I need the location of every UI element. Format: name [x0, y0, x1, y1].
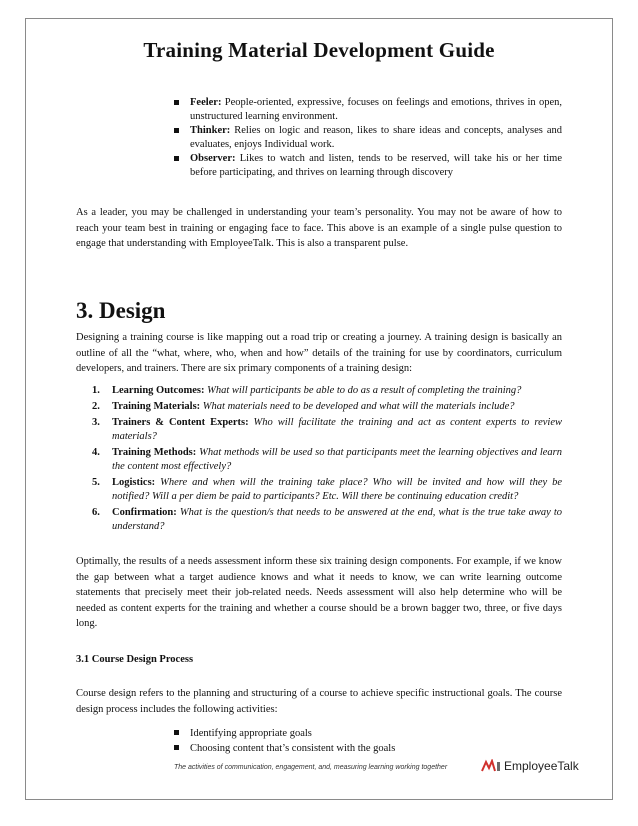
activity-text: Choosing content that’s consistent with the goals: [190, 743, 396, 754]
item-number: 5.: [92, 477, 100, 488]
bullet-label: Observer:: [190, 153, 236, 164]
item-label: Training Methods:: [112, 447, 197, 458]
list-item: [92, 384, 562, 398]
logo-text: EmployeeTalk: [504, 759, 579, 773]
list-item: [92, 476, 562, 504]
design-intro-paragraph: Designing a training course is like mapping out a road trip or creating a journey. A training design is basically an outline of all the “what, where, who, when and how” details of the training for use by coordinators, curriculum developers, and trainers. There are six primary components of a training design:: [76, 332, 562, 374]
list-item: [92, 506, 562, 534]
item-number: 3.: [92, 417, 100, 428]
item-label: Logistics:: [112, 477, 156, 488]
item-number: 4.: [92, 447, 100, 458]
item-label: Training Materials:: [112, 401, 201, 412]
item-number: 2.: [92, 401, 100, 412]
square-bullet-icon: [174, 128, 179, 133]
item-text: Who will facilitate the training and act as content experts to review materials?: [112, 417, 562, 442]
activity-text: Identifying appropriate goals: [190, 728, 312, 739]
list-item: [92, 446, 562, 474]
list-item: [174, 96, 562, 124]
personality-types-list: [174, 96, 562, 180]
leader-paragraph: As a leader, you may be challenged in understanding your team’s personality. You may not be aware of how to reach your team best in training or engaging face to face. This above is an example of a single pulse question to engage that understanding with EmployeeTalk. This is also a transparent pulse.: [76, 207, 562, 249]
bullet-label: Feeler:: [190, 97, 222, 108]
employeetalk-logo: [481, 759, 579, 773]
item-text: What is the question/s that needs to be answered at the end, what is the true take away to understand?: [112, 507, 562, 532]
document-title: Training Material Development Guide: [143, 38, 495, 62]
bullet-text: Likes to watch and listen, tends to be reserved, will take his or her time before participating, and thrives on learning through discovery: [190, 153, 562, 178]
footer-tagline: The activities of communication, engagement, and, measuring learning working together: [174, 764, 448, 771]
item-text: What methods will be used so that participants meet the learning objectives and learn the content most effectively?: [112, 447, 562, 472]
list-item: [174, 726, 562, 741]
course-design-paragraph: Course design refers to the planning and structuring of a course to achieve specific instructional goals. The course design process includes the following activities:: [76, 688, 562, 715]
list-item: [92, 416, 562, 444]
bullet-label: Thinker:: [190, 125, 231, 136]
list-item: [174, 152, 562, 180]
item-text: What will participants be able to do as a result of completing the training?: [204, 385, 522, 396]
design-components-list: [92, 384, 562, 536]
item-text: Where and when will the training take place? Who will be invited and how will they be notified? Will a per diem be paid to participants? Etc. Will there be continuing education credit?: [112, 477, 562, 502]
list-item: [174, 124, 562, 152]
item-label: Learning Outcomes:: [112, 385, 205, 396]
item-number: 6.: [92, 507, 100, 518]
activities-list: [174, 726, 562, 756]
square-bullet-icon: [174, 730, 179, 735]
square-bullet-icon: [174, 745, 179, 750]
needs-assessment-paragraph: Optimally, the results of a needs assessment inform these six training design components. For example, if we know the gap between what a target audience knows and what it needs to know, we can write learning outcome statements that precisely meet their job-related needs. Needs assessment will also help determine who will be needed as content experts for the training and whether a course should be a brown bagger two, three, or five days long.: [76, 556, 562, 629]
item-label: Confirmation:: [112, 507, 177, 518]
item-text: What materials need to be developed and what will the materials include?: [200, 401, 515, 412]
square-bullet-icon: [174, 100, 179, 105]
bullet-text: Relies on logic and reason, likes to share ideas and concepts, analyses and evaluates, enjoys Individual work.: [190, 125, 562, 150]
item-label: Trainers & Content Experts:: [112, 417, 249, 428]
item-number: 1.: [92, 385, 100, 396]
square-bullet-icon: [174, 156, 179, 161]
list-item: [92, 400, 562, 414]
list-item: [174, 741, 562, 756]
logo-mark-icon: [481, 759, 503, 773]
bullet-text: People-oriented, expressive, focuses on feelings and emotions, thrives in open, unstructured learning environment.: [190, 97, 562, 122]
section-heading: 3. Design: [76, 298, 166, 323]
subsection-heading: 3.1 Course Design Process: [76, 654, 194, 665]
